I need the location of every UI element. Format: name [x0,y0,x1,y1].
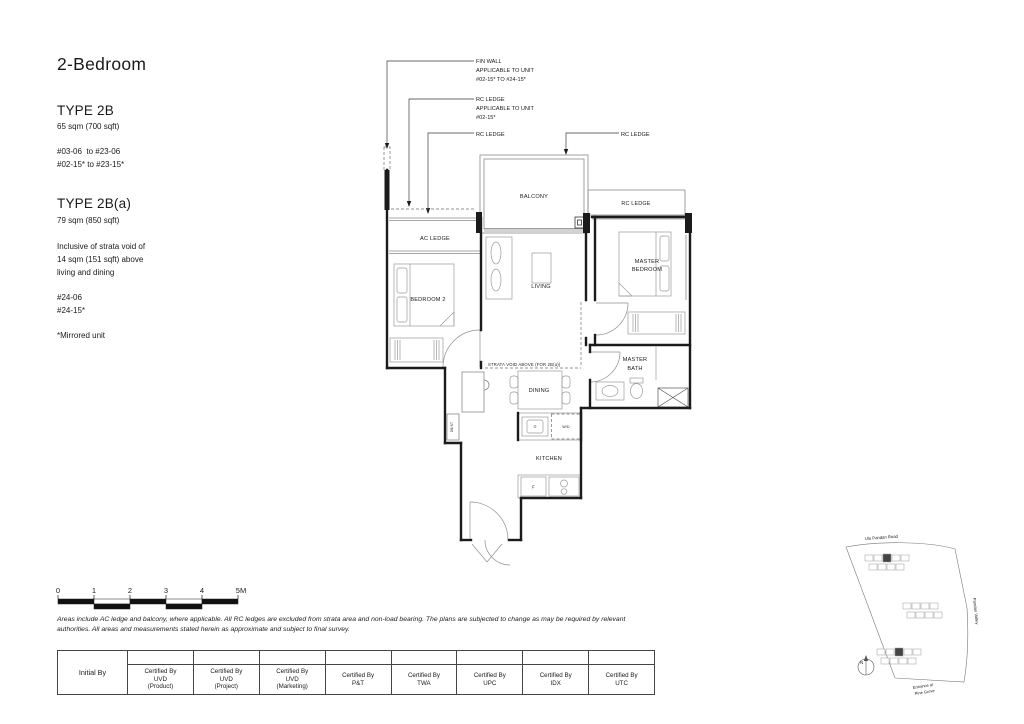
fin-wall-label: #02-15* TO #24-15* [476,77,526,83]
type-2ba-area: 79 sqm (850 sqft) [57,216,120,225]
cert-line: Certified By [539,672,572,679]
certified-by-label [326,665,391,694]
mirrored-unit-note: *Mirrored unit [57,331,106,340]
certified-by-column [589,651,654,694]
certified-by-label [194,665,259,694]
master-bath-label: BATH [627,366,643,372]
cert-line: Certified By [276,668,309,676]
certified-by-column [194,651,260,694]
cert-line: Certified By [605,672,638,679]
certified-by-column [128,651,194,694]
scale-tick-label: 2 [127,586,133,595]
bedroom2-label: BEDROOM 2 [410,297,446,303]
floor-plan-walls [387,170,690,540]
certified-by-label [523,665,588,694]
db-st-label: DB/ST [450,421,454,433]
signature-cell [457,651,522,665]
type-2b-units [57,145,124,171]
type-2b-area: 65 sqm (700 sqft) [57,122,120,131]
certified-by-column [457,651,523,694]
site-map-svg [840,516,1024,722]
strata-void-label: STRATA VOID ABOVE (FOR 2B(a)) [488,362,561,367]
kitchen-label: KITCHEN [536,456,562,462]
rc-ledge-applicable-label: RC LEDGE [476,97,505,103]
cert-line: IDX [550,679,561,687]
certified-by-column [392,651,458,694]
living-label: LIVING [531,284,551,290]
site-key-map [840,516,1024,722]
room-labels [410,194,662,490]
cert-line: Certified By [407,672,440,679]
dining-label: DINING [528,388,550,394]
master-bedroom-label: MASTER [634,259,660,265]
fin-wall-label: FIN WALL [476,59,502,65]
scale-tick-label: 3 [163,586,169,595]
strata-void-note [57,240,145,279]
cert-line: Certified By [210,668,243,676]
cert-line: UVD [219,675,233,683]
scale-bar-svg [55,585,265,615]
scale-tick-label: 0 [55,586,61,595]
note-line: 14 sqm (151 sqft) above [57,255,144,264]
rc-ledge-applicable-label: APPLICABLE TO UNIT [476,106,534,112]
balcony-label: BALCONY [519,194,549,200]
cert-line: UTC [615,679,628,687]
road-label-right: Pandan Valley [972,597,980,625]
north-label: N [860,660,864,665]
scale-tick-label: 5M [235,586,247,595]
scale-bar-segments [58,599,238,609]
cert-line: UVD [285,675,299,683]
rc-ledge-right-label: RC LEDGE [621,132,650,138]
signature-cell [326,651,391,665]
scale-bar [55,585,265,615]
rc-ledge-left-label: RC LEDGE [476,132,505,138]
certified-by-column [260,651,326,694]
door-swings [443,303,628,565]
signature-cell [128,651,193,665]
signature-cell [260,651,325,665]
disclaimer-line: Areas include AC ledge and balcony, where applicable. All RC ledges are excluded from strata area and non-load bearing. The plans are subjected to change as may be required by relevant [57,616,626,623]
cert-line: Certified By [473,672,506,679]
scale-tick-label: 4 [199,586,205,595]
certified-by-label [128,665,193,694]
road-label-top: Ulu Pandan Road [864,533,899,541]
dashed-lines [384,147,581,439]
master-bath-label: MASTER [622,357,648,363]
certified-by-column [523,651,589,694]
cert-line: (Project) [214,683,238,691]
type-2ba-heading: TYPE 2B(a) [57,196,132,211]
unit-range-line: #24-15* [57,306,86,315]
unit-range-line: #02-15* to #23-15* [57,160,125,169]
scale-tick-label: 1 [91,586,97,595]
scale-ticks [56,586,246,595]
signature-cell [194,651,259,665]
certified-by-label [260,665,325,694]
cert-line: (Product) [147,683,174,691]
fin-wall-label: APPLICABLE TO UNIT [476,68,534,74]
leader-arrowheads [385,143,568,214]
certified-by-label [392,665,457,694]
cert-line: P&T [352,679,365,687]
unit-range-line: #24-06 [57,293,82,302]
signature-cell [523,651,588,665]
cert-line: UPC [483,679,497,687]
cert-line: Certified By [144,668,177,676]
note-line: living and dining [57,268,115,277]
page-title: 2-Bedroom [57,54,147,74]
scale-tick-marks [58,595,238,599]
entrance-label: Entrance at [912,681,934,690]
disclaimer-line: authorities. All areas and measurements stated herein as approximate and subject to final survey. [57,625,350,633]
rc-ledge-master-label: RC LEDGE [621,201,651,207]
unit-range-line: #03-06 to #23-06 [57,147,121,156]
note-line: Inclusive of strata void of [57,242,146,251]
floor-plan [376,46,718,586]
cert-line: (Marketing) [276,683,308,691]
cert-line: Certified By [342,672,375,679]
type-2b-heading: TYPE 2B [57,103,114,118]
info-panel [57,46,317,346]
signature-cell [392,651,457,665]
certified-by-column [326,651,392,694]
cert-line: UVD [153,675,167,683]
north-arrow-icon [858,655,874,675]
type-2ba-units [57,291,85,317]
master-bedroom-label: BEDROOM [631,267,663,273]
cert-line: TWA [417,679,431,687]
disclaimer [57,615,675,634]
ac-ledge-label: AC LEDGE [420,236,450,242]
initial-by-cell: Initial By [58,651,128,694]
certified-by-label [457,665,522,694]
floor-plan-svg [376,46,718,586]
entrance-label: Pine Grove [914,687,935,696]
certified-by-label [589,665,654,694]
plan-annotations [476,59,650,138]
signature-cell [589,651,654,665]
fridge-label: F [532,484,535,490]
washer-dryer-label: W/D [562,425,570,429]
rc-ledge-applicable-label: #02-15* [476,115,496,121]
approval-table [57,650,655,695]
